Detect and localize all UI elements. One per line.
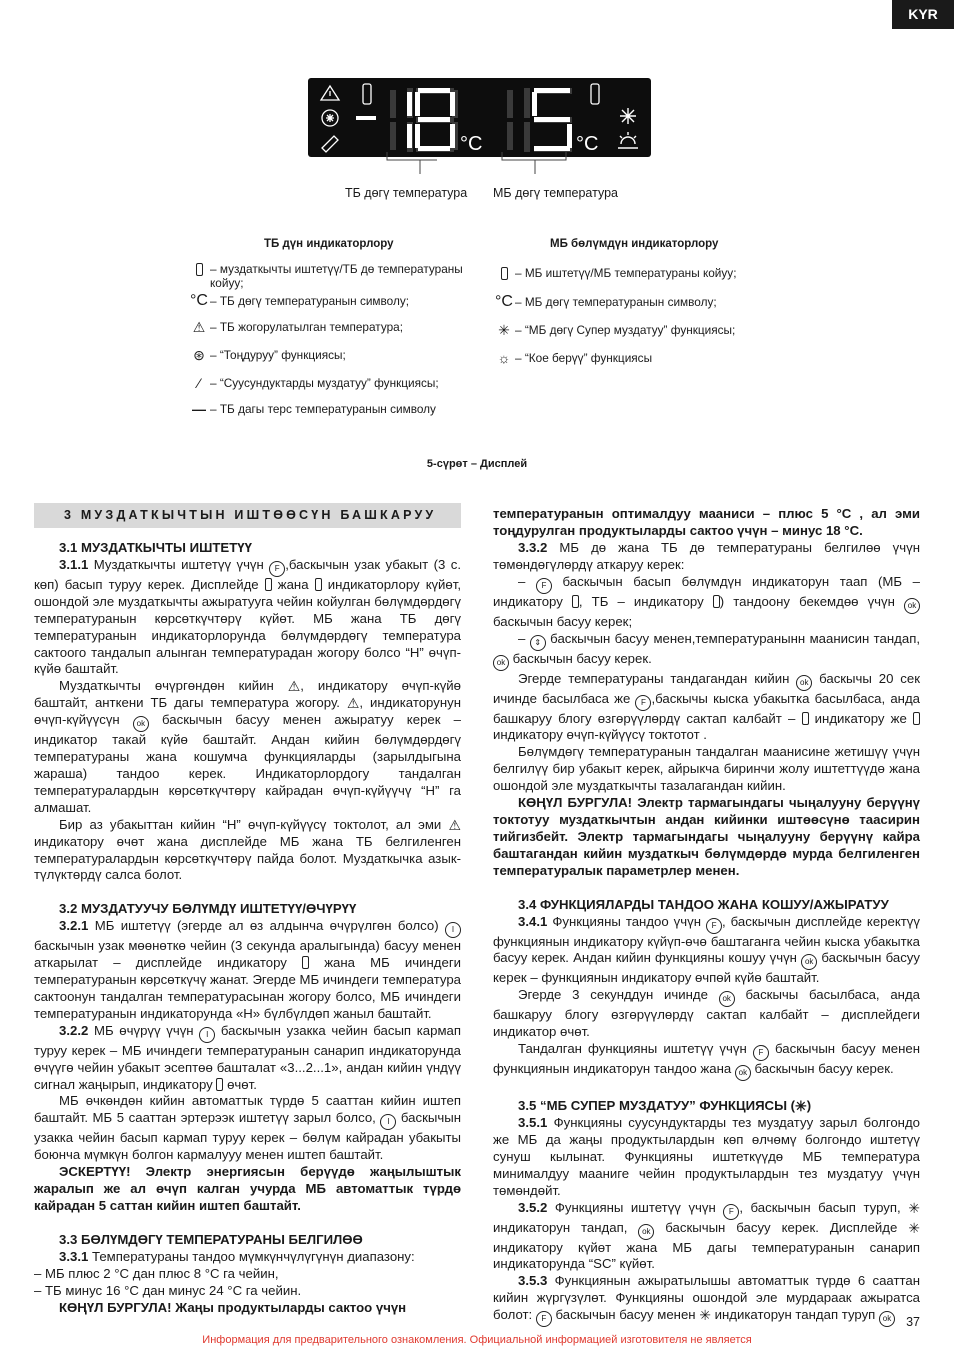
ok-button-icon: ok bbox=[133, 716, 149, 732]
up-down-button-icon: ⇕ bbox=[530, 635, 546, 651]
ok-button-icon: ok bbox=[638, 1224, 654, 1240]
indicator-item: – МБ иштетүү/МБ температураны койуу; bbox=[493, 264, 783, 293]
subsection-title: 3.2 МУЗДАТУУЧУ БӨЛҮМДҮ ИШТЕТҮҮ/ӨЧҮРҮҮ bbox=[59, 901, 357, 917]
left-column bbox=[34, 540, 461, 1316]
callout-brackets bbox=[380, 150, 580, 174]
paragraph: Эгерде температураны тандагандан кийин ok баскычы 20 сек ичинде басылбаса же F ,баскычы кыска убакытка басылбаса, анда башкаруу блогу өзгөрүүлөрдү сактап калбайт – индикатору же индикатору өчүп-күйүүсү токтотот . bbox=[493, 670, 920, 743]
paragraph: 3.3.1 Температураны тандоо мүмкүнчүлүгүнүн диапазону: bbox=[59, 1248, 415, 1264]
warning-icon: ⚠ bbox=[448, 816, 461, 833]
f-button-icon: F bbox=[269, 561, 285, 577]
left-indicator-list bbox=[188, 260, 478, 424]
f-button-icon: F bbox=[536, 578, 552, 594]
figure-caption: 5-сүрөт – Дисплей bbox=[426, 458, 528, 470]
celsius-icon: °C bbox=[460, 133, 483, 155]
paragraph: Муздаткычты өчүргөндөн кийин ⚠, индикатору өчүп-күйө баштайт, анткени ТБ дагы температура жогору. ⚠, индикаторунун өчүп-күйүүсүн ok баскычын басуу менен ажыратуу керек – индикатор такай күйө баштайт. Андан кийин бөлүмдөрдөгү температураны жана кошумча функцияларды (зарылдыгына жараша) тандоо керек. Индикаторлордогу тандалган температуралардын көрсөткүчтөрү кайрадан өчүп-күйүүчү “Н” га алмашат. bbox=[34, 678, 461, 815]
bottle-icon bbox=[322, 136, 338, 152]
ok-button-icon: ok bbox=[904, 598, 920, 614]
ok-button-icon: ok bbox=[735, 1065, 751, 1081]
display-illustration bbox=[308, 78, 651, 157]
page-number: 37 bbox=[906, 1315, 920, 1329]
fridge-icon bbox=[196, 263, 203, 276]
callout-left: ТБ дөгү температура bbox=[345, 186, 468, 200]
snowflake-icon bbox=[620, 108, 636, 124]
sunrise-icon bbox=[618, 132, 638, 148]
paragraph: Тандалган функцияны иштетүү үчүн F баскычын басуу менен функциянын индикаторун тандоо жана ok баскычын басуу керек. bbox=[493, 1041, 920, 1081]
list-item: – ⇕ баскычын басуу менен,температуранынн маанисин тандап, ok баскычын басуу керек. bbox=[493, 631, 920, 671]
indicator-item: – муздаткычты иштетүү/ТБ дө температураны койуу; bbox=[188, 260, 478, 292]
snowflake-icon: ✳ bbox=[908, 1219, 920, 1236]
ok-button-icon: ok bbox=[879, 1311, 895, 1327]
attention-note: КӨҢҮЛ БУРГУЛА! Электр тармагындагы чыңалууну берүүнү токтотуу муздаткычтын андан кийинки иштөөсүнө таасирин тийгизбейт. Электр тармагындагы чыңалууну берүүнү кайра баштагандан кийин муздаткыч бөлүмдөрдө мурда белгиленген температуралык параметрлер менен. bbox=[493, 795, 920, 878]
warning-icon: ⚠ bbox=[287, 678, 301, 695]
paragraph: 3.5.1 Функцияны суусундуктарды тез муздатуу зарыл болгондо же МБ да жаңы продуктылардын көп өлчөмү болгондо иштетүү сунуш кылынат. Функцияны иштеткүүдө МБ температура минималдуу мааниге чейин продуктылардын тез муздатуу үчүн төмөндөйт. bbox=[493, 1115, 920, 1198]
disclaimer-footer: Информация для предварительного ознакомления. Официальной информацией изготовителя не является bbox=[202, 1334, 752, 1346]
vacation-icon: ⊛ bbox=[193, 347, 205, 363]
indicator-item: — – ТБ дагы терс температуранын символу bbox=[192, 401, 436, 417]
paragraph: Бир аз убакыттан кийин “Н” өчүп-күйүүсү токтолот, ал эми ⚠ индикатору өчөт жана дисплейде МБ жана ТБ белгиленген температуралардын көрсөткүчтөрү пайда болот. Муздаткычка азык-түлүктөрдү салса болот. bbox=[34, 816, 461, 883]
power-button-icon: I bbox=[380, 1114, 396, 1130]
list-item: – F баскычын басып бөлүмдүн индикаторун таап (МБ – индикатору , ТБ – индикатору ) тандоону бекемдөө үчүн ok баскычын басуу керек; bbox=[493, 573, 920, 629]
indicator-item: ⊛ – “Тоңдуруу” функциясы; bbox=[193, 347, 346, 363]
paragraph: 3.5.3 Функциянын ажыратылышы автоматтык түрдө 6 сааттан кийин жүргүзүлөт. Функцияны ошондой эле мурдараак ажыратса болот: F баскычын басуу менен ✳ индикаторун тандап туруп ok bbox=[493, 1273, 920, 1327]
warning-icon: ⚠ bbox=[192, 319, 206, 335]
freezer-icon bbox=[913, 712, 920, 725]
right-column bbox=[493, 506, 920, 1327]
display-panel bbox=[308, 78, 651, 157]
f-button-icon: F bbox=[753, 1045, 769, 1061]
snowflake-icon: ✳ bbox=[908, 1199, 920, 1216]
paragraph: 3.4.1 Функцияны тандоо үчүн F , баскычын дисплейде керектүү функциянын индикатору күйүп-өчө баштаганга чейин кыска убакытка басуу керек. Андан кийин функцияны кошуу үчүн ok баскычын басуу керек – функциянын индикатору өчпөй күйө баштайт. bbox=[493, 913, 920, 986]
freezer-icon bbox=[315, 578, 322, 591]
power-button-icon: I bbox=[199, 1027, 215, 1043]
warning-icon: ⚠ bbox=[346, 695, 360, 712]
indicator-item: ⚠ – ТБ жогорулатылган температура; bbox=[192, 319, 403, 335]
attention-note-continued: температуранын оптималдуу мааниси – плюс 5 °С , ал эми тоңдурулган продуктыларды сактоо үчүн – минус 18 °С. bbox=[493, 506, 920, 538]
paragraph: МБ өчкөндөн кийин автоматтык түрдө 5 сааттан кийин иштеп баштайт. МБ 5 сааттан эртерээк иштетүү зарыл болсо, I баскычын узакка чейин басып кармап туруу керек – бөлүм кайрадан убакыты боюнча мүмкүн болгон кармалууу менен иштеп баштайт. bbox=[34, 1093, 461, 1163]
warning-note: ЭСКЕРТҮҮ! Электр энергиясын берүүдө жаңылыштык жаралып же ал өчүп калган учурда МБ автоматтык түрдө кайрадан 5 саттан кийин иштеп баштайт. bbox=[34, 1164, 461, 1213]
f-button-icon: F bbox=[635, 695, 651, 711]
ok-button-icon: ok bbox=[801, 954, 817, 970]
subsection-title: 3.5 “МБ СУПЕР МУЗДАТУУ” ФУНКЦИЯСЫ (✳) bbox=[518, 1098, 812, 1115]
fridge-icon bbox=[363, 84, 371, 104]
fridge-icon bbox=[802, 712, 809, 725]
paragraph: Бөлүмдөгү температуранын тандалган маанисине жетишүү үчүн белгилүү бир убакыт керек, айрыкча биринчи жолу иштеттүүдө жана ошондой эле муздаткычты тазалагандан кийин. bbox=[493, 744, 920, 794]
indicator-item: ⁄ – “Суусундуктарды муздатуу” функциясы; bbox=[197, 375, 439, 391]
indicator-item: ☼ – “Кое берүү” функциясы bbox=[497, 350, 653, 366]
celsius-icon: °C bbox=[495, 293, 513, 310]
freezer-icon bbox=[501, 267, 508, 280]
freezer-icon bbox=[591, 84, 599, 104]
power-button-icon: I bbox=[445, 922, 461, 938]
indicator-item: ✳ – “МБ дөгү Супер муздатуу” функциясы; bbox=[498, 322, 736, 338]
freezer-icon bbox=[572, 595, 579, 608]
indicator-item: °C – МБ дөгү температуранын символу; bbox=[495, 293, 717, 310]
subsection-title: 3.4 ФУНКЦИЯЛАРДЫ ТАНДОО ЖАНА КОШУУ/АЖЫРАТУУ bbox=[518, 896, 889, 912]
right-indicators-title: МБ бөлүмдүн индикаторлору bbox=[550, 238, 719, 250]
minus-icon bbox=[356, 116, 376, 120]
snowflake-icon: ✳ bbox=[699, 1307, 711, 1324]
subsection-title: 3.3 БӨЛҮМДӨГҮ ТЕМПЕРАТУРАНЫ БЕЛГИЛӨӨ bbox=[59, 1231, 363, 1247]
celsius-icon: °C bbox=[576, 133, 599, 155]
digit-highlights bbox=[407, 88, 572, 151]
fridge-icon bbox=[265, 578, 272, 591]
snowflake-icon: ✳ bbox=[795, 1098, 807, 1115]
bottle-icon: ⁄ bbox=[197, 375, 201, 391]
ok-button-icon: ok bbox=[493, 655, 509, 671]
paragraph: 3.3.2 МБ дө жана ТБ дө температураны белгилөө үчүн төмөндөгүлөрдү аткаруу керек: bbox=[493, 539, 920, 572]
ok-button-icon: ok bbox=[719, 991, 735, 1007]
snowflake-icon: ✳ bbox=[498, 322, 510, 338]
f-button-icon: F bbox=[706, 918, 722, 934]
paragraph: 3.2.2 МБ өчүрүү үчүн I баскычын узакка чейин басып кармап туруу керек – МБ ичиндеги температуранын санарип индикаторунда өчүүгө чейин убакыт эсептөө башталат «3...2...1», андан кийин үндүү сигнал жаңырып, индикатору өчөт. bbox=[34, 1022, 461, 1092]
attention-note: КӨҢҮЛ БУРГУЛА! Жаңы продуктыларды сактоо үчүн bbox=[59, 1299, 407, 1315]
paragraph: 3.5.2 Функцияны иштетүү үчүн F , баскычын басып туруп, ✳ индикаторун тандап, ok баскычын басуу керек. Дисплейде ✳ индикатору күйөт жана МБ дагы температуранын санарип индикаторунда “SC” күйөт. bbox=[493, 1199, 920, 1272]
subsection-title: 3.1 МУЗДАТКЫЧТЫ ИШТЕТҮҮ bbox=[59, 540, 252, 555]
f-button-icon: F bbox=[536, 1311, 552, 1327]
indicator-item: °C – ТБ дөгү температуранын символу; bbox=[190, 292, 410, 309]
list-item: – ТБ минус 16 °С дан минус 24 °С га чейин. bbox=[34, 1282, 302, 1298]
paragraph: 3.1.1 Муздаткычты иштетүү үчүн F ,баскычын узак убакыт (3 с. көп) басып туруу керек. Дисплейде жана индикаторлору күйөт, ошондой эле муздаткычты ажыратууга чейин койулган бөлүмдөрдөгү температуранын көрсөткүчтөрү күйөт. МБ жана ТБ дөгү температуранын индикаторлорунда бөлүмдөрдөгү температура сактоого тандалып алынган температурадан жогору болсо “Н” өчүп-күйө баштайт. bbox=[34, 556, 461, 677]
right-indicator-list bbox=[493, 264, 783, 373]
f-button-icon: F bbox=[723, 1204, 739, 1220]
paragraph: Эгерде 3 секунддун ичинде ok баскычы басылбаса, анда башкаруу блогу өзгөрүүлөрдү сактап калбайт – дисплейдеги индикатор өчөт. bbox=[493, 987, 920, 1040]
section-title: 3 МУЗДАТКЫЧТЫН ИШТӨӨСҮН БАШКАРУУ bbox=[34, 503, 461, 528]
freezer-icon bbox=[302, 956, 309, 969]
fridge-icon bbox=[713, 595, 720, 608]
callout-right: МБ дөгү температура bbox=[493, 186, 618, 200]
celsius-icon: °C bbox=[190, 292, 208, 309]
sunrise-icon: ☼ bbox=[497, 350, 511, 366]
list-item: – МБ плюс 2 °С дан плюс 8 °С га чейин, bbox=[34, 1265, 279, 1281]
paragraph: 3.2.1 МБ иштетүү (эгерде ал өз алдынча өчүрүлгөн болсо) I баскычын узак мөөнөткө чейин (3 секунда аралыгында) басуу менен аткарылат – дисплейде индикатору жана МБ ичиндеги температуранын көрсөткүчү жанат. Эгерде МБ ичиндеги температура сактоонун тандалган температурасынан жогору болсо, МБ ичиндеги температуранын индикаторунда «Н» бүлбүлдөп жаныл баштайт. bbox=[34, 918, 462, 1021]
language-tag: KYR bbox=[892, 0, 954, 29]
minus-icon: — bbox=[192, 401, 206, 417]
left-indicators-title: ТБ дүн индикаторлору bbox=[264, 238, 394, 250]
ok-button-icon: ok bbox=[796, 675, 812, 691]
